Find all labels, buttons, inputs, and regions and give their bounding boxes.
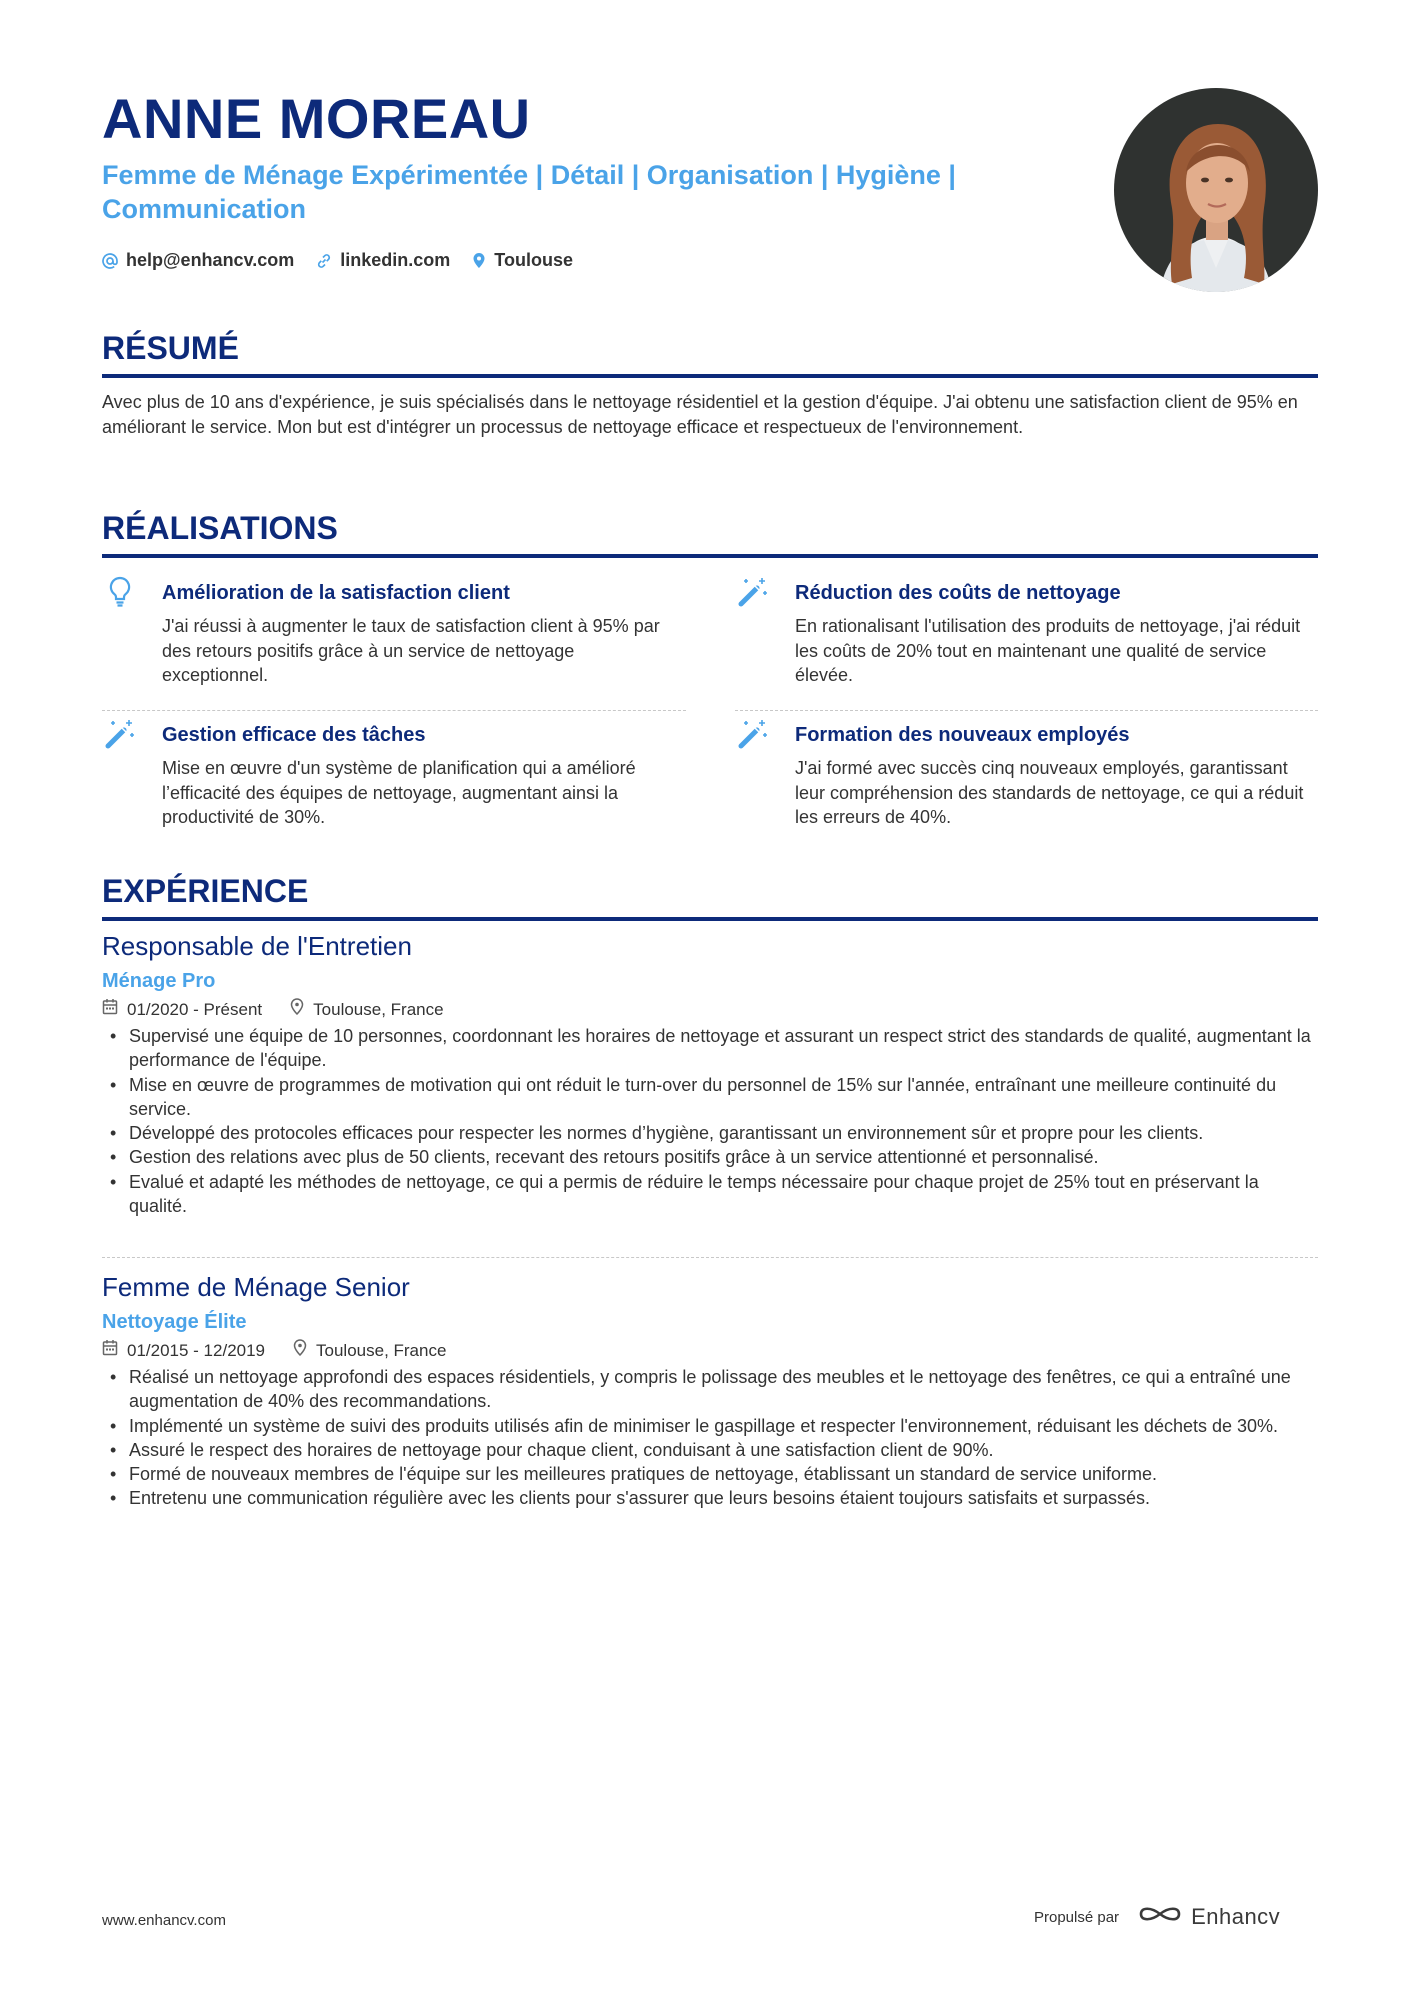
achievements-heading: RÉALISATIONS bbox=[102, 508, 1318, 558]
job-location-text: Toulouse, France bbox=[316, 1341, 447, 1360]
job-dates bbox=[102, 1339, 265, 1363]
experience-job bbox=[102, 930, 1318, 1218]
footer-branding bbox=[1034, 1902, 1280, 1932]
resume-header bbox=[102, 86, 1022, 271]
magic-wand-icon bbox=[102, 716, 138, 752]
candidate-title bbox=[102, 158, 1022, 226]
experience-heading: EXPÉRIENCE bbox=[102, 871, 1318, 921]
link-icon bbox=[316, 253, 332, 269]
achievement-description: J'ai réussi à augmenter le taux de satisfaction client à 95% par des retours positifs grâce à un service de nettoyage exceptionnel. bbox=[162, 616, 660, 685]
magic-wand-icon bbox=[735, 716, 771, 752]
job-bullet: • Entretenu une communication régulière avec les clients pour s'assurer que leurs besoins étaient toujours satisfaits et surpassés. bbox=[102, 1486, 1318, 1510]
job-meta bbox=[102, 1339, 1318, 1363]
contact-location-text: Toulouse bbox=[494, 250, 573, 270]
contact-bar bbox=[102, 250, 1022, 271]
achievement-description: Mise en œuvre d'un système de planification qui a amélioré l’efficacité des équipes de nettoyage, augmentant ainsi la productivité de 30%. bbox=[162, 758, 636, 827]
candidate-title-line-1: Femme de Ménage Expérimentée | Détail | Organisation | Hygiène | bbox=[102, 160, 956, 190]
enhancv-logo-icon bbox=[1137, 1902, 1183, 1932]
contact-linkedin-text: linkedin.com bbox=[340, 250, 451, 270]
job-location-text: Toulouse, France bbox=[313, 1000, 444, 1019]
enhancv-logo[interactable] bbox=[1137, 1902, 1280, 1932]
summary-heading: RÉSUMÉ bbox=[102, 328, 1318, 378]
job-bullet: • Mise en œuvre de programmes de motivation qui ont réduit le turn-over du personnel de 15% sur l'année, entraînant une meilleure continuité du service. bbox=[102, 1073, 1318, 1122]
job-bullet: • Implémenté un système de suivi des produits utilisés afin de minimiser le gaspillage et respecter l'environnement, réduisant les déchets de 30%. bbox=[102, 1414, 1318, 1438]
achievement-title: Formation des nouveaux employés bbox=[795, 724, 1130, 746]
job-bullets bbox=[102, 1024, 1318, 1218]
job-dates-text: 01/2020 - Présent bbox=[127, 1000, 263, 1019]
lightbulb-icon bbox=[102, 574, 138, 610]
enhancv-logo-text: Enhancv bbox=[1191, 1904, 1281, 1929]
achievements-section bbox=[102, 508, 1318, 868]
map-pin-icon bbox=[472, 252, 486, 269]
contact-email-text: help@enhancv.com bbox=[126, 250, 295, 270]
summary-text: Avec plus de 10 ans d'expérience, je suis spécialisés dans le nettoyage résidentiel et la gestion d'équipe. J'ai obtenu une satisfaction client de 95% en améliorant le service. Mon but est d'intégrer un processus de nettoyage efficace et respectueux de l'environnement. bbox=[102, 392, 1298, 437]
job-bullet: • Réalisé un nettoyage approfondi des espaces résidentiels, y compris le polissage des meubles et le nettoyage des fenêtres, ce qui a entraîné une augmentation de 40% des recommandations. bbox=[102, 1365, 1318, 1414]
experience-job bbox=[102, 1271, 1318, 1511]
achievement-title: Amélioration de la satisfaction client bbox=[162, 582, 510, 604]
achievements-grid bbox=[102, 568, 1318, 868]
summary-section bbox=[102, 328, 1318, 439]
job-bullet: • Développé des protocoles efficaces pour respecter les normes d’hygiène, garantissant un environnement sûr et propre pour les clients. bbox=[102, 1121, 1318, 1145]
job-dates bbox=[102, 998, 262, 1022]
calendar-icon bbox=[102, 998, 118, 1022]
job-company: Nettoyage Élite bbox=[102, 1311, 247, 1333]
map-pin-icon bbox=[293, 1339, 307, 1363]
achievement-divider bbox=[102, 710, 686, 711]
job-title: Responsable de l'Entretien bbox=[102, 931, 412, 961]
at-icon bbox=[102, 253, 118, 269]
achievement-title: Gestion efficace des tâches bbox=[162, 724, 426, 746]
job-bullet: • Gestion des relations avec plus de 50 clients, recevant des retours positifs grâce à un service attentionné et personnalisé. bbox=[102, 1145, 1318, 1169]
job-company: Ménage Pro bbox=[102, 970, 216, 992]
calendar-icon bbox=[102, 1339, 118, 1363]
achievement-title: Réduction des coûts de nettoyage bbox=[795, 582, 1121, 604]
profile-photo bbox=[1114, 88, 1318, 292]
experience-section bbox=[102, 871, 1318, 921]
job-dates-text: 01/2015 - 12/2019 bbox=[127, 1341, 266, 1360]
achievement-description: J'ai formé avec succès cinq nouveaux employés, garantissant leur compréhension des standards de nettoyage, ce qui a réduit les erreurs de 40%. bbox=[795, 758, 1304, 827]
job-location bbox=[293, 1339, 446, 1363]
job-meta bbox=[102, 998, 1318, 1022]
job-divider bbox=[102, 1257, 1318, 1258]
powered-by-text: Propulsé par bbox=[1034, 1908, 1120, 1926]
job-title: Femme de Ménage Senior bbox=[102, 1272, 410, 1302]
job-bullet: • Formé de nouveaux membres de l'équipe sur les meilleures pratiques de nettoyage, établissant un standard de service uniforme. bbox=[102, 1462, 1318, 1486]
contact-location bbox=[472, 250, 573, 271]
achievement-divider bbox=[735, 710, 1318, 711]
job-bullets bbox=[102, 1365, 1318, 1511]
candidate-title-line-2: Communication bbox=[102, 194, 307, 224]
job-bullet: • Evalué et adapté les méthodes de nettoyage, ce qui a permis de réduire le temps nécessaire pour chaque projet de 25% tout en préservant la qualité. bbox=[102, 1170, 1318, 1219]
achievement-description: En rationalisant l'utilisation des produits de nettoyage, j'ai réduit les coûts de 20% tout en maintenant une qualité de service élevée. bbox=[795, 616, 1301, 685]
footer-website[interactable]: www.enhancv.com bbox=[102, 1912, 226, 1929]
job-bullet: • Supervisé une équipe de 10 personnes, coordonnant les horaires de nettoyage et assurant un respect strict des standards de qualité, augmentant la performance de l'équipe. bbox=[102, 1024, 1318, 1073]
job-bullet: • Assuré le respect des horaires de nettoyage pour chaque client, conduisant à une satisfaction client de 90%. bbox=[102, 1438, 1318, 1462]
candidate-name: ANNE MOREAU bbox=[102, 87, 531, 150]
magic-wand-icon bbox=[735, 574, 771, 610]
map-pin-icon bbox=[290, 998, 304, 1022]
job-location bbox=[290, 998, 443, 1022]
contact-linkedin[interactable] bbox=[316, 250, 450, 271]
contact-email[interactable] bbox=[102, 250, 294, 271]
